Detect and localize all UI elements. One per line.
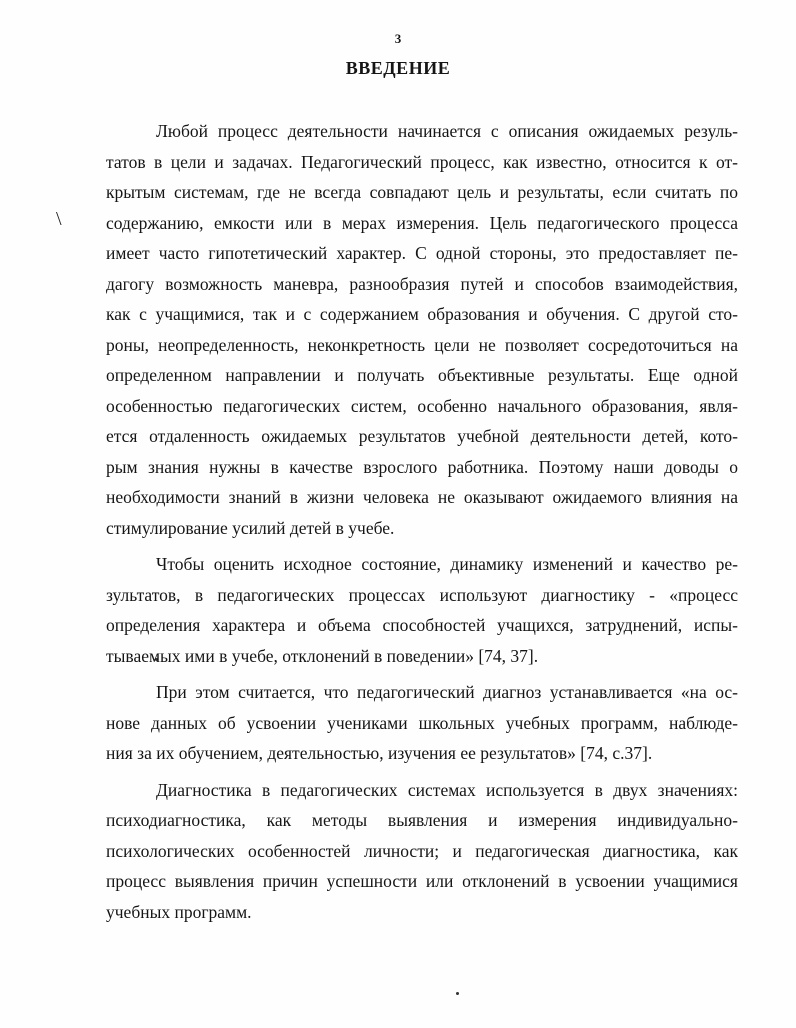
- text-line: как с учащимися, так и с содержанием образования и обучения. С другой сто-: [106, 304, 738, 324]
- paragraph: [106, 116, 738, 543]
- text-line: При этом считается, что педагогический диагноз устанавливается «на ос-: [156, 682, 738, 702]
- text-line: стимулирование усилий детей в учебе.: [106, 517, 395, 538]
- text-line: зультатов, в педагогических процессах используют диагностику - «процесс: [106, 584, 738, 605]
- text-line: определенном направлении и получать объективные результаты. Еще одной: [106, 365, 738, 385]
- paragraph: [106, 549, 738, 671]
- text-line: рым знания нужны в качестве взрослого работника. Поэтому наши доводы о: [106, 456, 738, 477]
- text-line: определения характера и объема способностей учащихся, затруднений, испы-: [106, 615, 738, 635]
- text-line: ется отдаленность ожидаемых результатов учебной деятельности детей, кото-: [106, 426, 738, 446]
- paragraph: [106, 775, 738, 928]
- paragraph: [106, 677, 738, 769]
- text-line: роны, неопределенность, неконкретность цели не позволяет сосредоточиться на: [106, 334, 738, 355]
- text-line: нове данных об усвоении учениками школьных учебных программ, наблюде-: [106, 712, 738, 733]
- text-line: психодиагностика, как методы выявления и измерения индивидуально-: [106, 810, 738, 830]
- text-line: крытым системам, где не всегда совпадают цель и результаты, если считать по: [106, 182, 738, 202]
- text-line: татов в цели и задачах. Педагогический процесс, как известно, относится к от-: [106, 151, 738, 172]
- text-line: учебных программ.: [106, 901, 252, 922]
- text-line: имеет часто гипотетический характер. С одной стороны, это предоставляет пе-: [106, 243, 738, 263]
- text-line: психологических особенностей личности; и педагогическая диагностика, как: [106, 840, 738, 861]
- margin-mark: \: [56, 208, 62, 230]
- text-line: Любой процесс деятельности начинается с описания ожидаемых резуль-: [156, 121, 738, 141]
- text-line: необходимости знаний в жизни человека не оказывают ожидаемого влияния на: [106, 487, 738, 507]
- text-line: ния за их обучением, деятельностью, изучения ее результатов» [74, с.37].: [106, 743, 653, 763]
- text-line: процесс выявления причин успешности или отклонений в усвоении учащимися: [106, 871, 738, 891]
- section-heading: ВВЕДЕНИЕ: [345, 58, 451, 78]
- text-line: Диагностика в педагогических системах используется в двух значениях:: [156, 779, 738, 800]
- text-line: тываемых ими в учебе, отклонений в поведении» [74, 37].: [106, 645, 539, 666]
- page-number: 3: [394, 31, 402, 46]
- text-line: особенностью педагогических систем, особенно начального образования, явля-: [106, 395, 738, 416]
- body-text: [106, 116, 738, 927]
- scan-speck: [456, 992, 459, 995]
- text-line: Чтобы оценить исходное состояние, динамику изменений и качество ре-: [156, 554, 738, 574]
- text-line: дагогу возможность маневра, разнообразия путей и способов взаимодействия,: [106, 273, 738, 294]
- text-line: содержанию, емкости или в мерах измерения. Цель педагогического процесса: [106, 212, 738, 233]
